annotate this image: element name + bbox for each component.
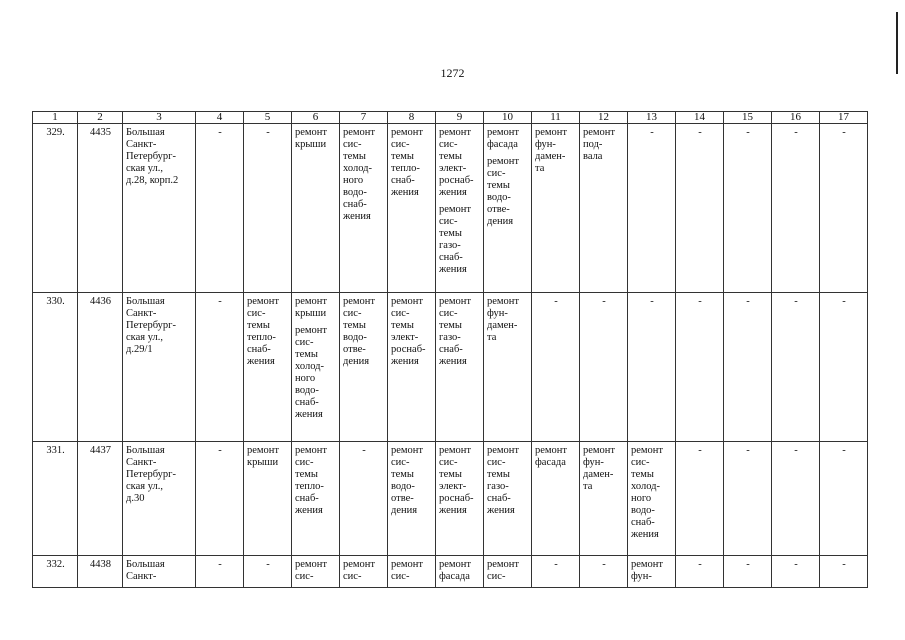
empty-work-cell: -	[820, 124, 868, 293]
column-header: 16	[772, 112, 820, 124]
work-cell: ремонт сис- темы тепло- снаб- жения	[244, 293, 292, 442]
margin-rule	[896, 12, 898, 74]
empty-work-cell: -	[628, 293, 676, 442]
column-header: 6	[292, 112, 340, 124]
page-number: 1272	[440, 66, 465, 80]
work-cell: ремонт сис- темы водо- отве- дения	[388, 442, 436, 556]
empty-work-cell: -	[772, 293, 820, 442]
empty-work-cell: -	[676, 293, 724, 442]
column-header: 4	[196, 112, 244, 124]
empty-work-cell: -	[580, 556, 628, 588]
work-cell: ремонт сис- темы тепло- снаб- жения	[292, 442, 340, 556]
empty-work-cell: -	[244, 556, 292, 588]
empty-work-cell: -	[628, 124, 676, 293]
table-row	[33, 293, 868, 442]
work-cell: ремонт фун- дамен- та	[532, 124, 580, 293]
empty-work-cell: -	[196, 293, 244, 442]
empty-work-cell: -	[340, 442, 388, 556]
column-header: 13	[628, 112, 676, 124]
empty-work-cell: -	[196, 556, 244, 588]
work-cell	[436, 124, 484, 293]
column-header: 14	[676, 112, 724, 124]
work-cell: ремонт фасада	[436, 556, 484, 588]
work-cell: ремонт сис-	[388, 556, 436, 588]
work-cell: ремонт сис-	[292, 556, 340, 588]
work-entry: ремонт крыши	[295, 296, 328, 319]
building-id-cell: 4435	[78, 124, 123, 293]
building-id-cell: 4437	[78, 442, 123, 556]
empty-work-cell: -	[724, 293, 772, 442]
address-cell: Большая Санкт- Петербург- ская ул., д.29/1	[123, 293, 196, 442]
work-cell	[484, 124, 532, 293]
work-cell: ремонт сис- темы элект- роснаб- жения	[388, 293, 436, 442]
empty-work-cell: -	[724, 556, 772, 588]
empty-work-cell: -	[724, 124, 772, 293]
empty-work-cell: -	[196, 442, 244, 556]
work-cell: ремонт сис-	[340, 556, 388, 588]
empty-work-cell: -	[580, 293, 628, 442]
address-cell: Большая Санкт-	[123, 556, 196, 588]
work-cell: ремонт сис- темы газо- снаб- жения	[436, 293, 484, 442]
work-entry: ремонт сис- темы водо- отве- дения	[487, 156, 520, 227]
table-row	[33, 442, 868, 556]
row-number-cell: 331.	[33, 442, 78, 556]
building-id-cell: 4436	[78, 293, 123, 442]
empty-work-cell: -	[820, 556, 868, 588]
empty-work-cell: -	[244, 124, 292, 293]
work-cell: ремонт фасада	[532, 442, 580, 556]
column-header: 5	[244, 112, 292, 124]
column-header: 12	[580, 112, 628, 124]
row-number-cell: 332.	[33, 556, 78, 588]
column-header: 15	[724, 112, 772, 124]
work-entry: ремонт сис- темы газо- снаб- жения	[439, 204, 472, 275]
column-number-row	[33, 112, 868, 124]
work-cell: ремонт фун-	[628, 556, 676, 588]
column-header: 2	[78, 112, 123, 124]
row-number-cell: 330.	[33, 293, 78, 442]
work-entry: ремонт фасада	[487, 127, 520, 150]
column-header: 3	[123, 112, 196, 124]
empty-work-cell: -	[532, 293, 580, 442]
building-id-cell: 4438	[78, 556, 123, 588]
work-cell: ремонт сис- темы газо- снаб- жения	[484, 442, 532, 556]
empty-work-cell: -	[676, 442, 724, 556]
work-cell: ремонт фун- дамен- та	[484, 293, 532, 442]
work-cell: ремонт крыши	[244, 442, 292, 556]
empty-work-cell: -	[772, 124, 820, 293]
empty-work-cell: -	[532, 556, 580, 588]
column-header: 9	[436, 112, 484, 124]
column-header: 7	[340, 112, 388, 124]
work-cell: ремонт сис- темы холод- ного водо- снаб- жения	[628, 442, 676, 556]
work-cell: ремонт сис-	[484, 556, 532, 588]
address-cell: Большая Санкт- Петербург- ская ул., д.28, корп.2	[123, 124, 196, 293]
work-cell: ремонт под- вала	[580, 124, 628, 293]
work-cell: ремонт сис- темы тепло- снаб- жения	[388, 124, 436, 293]
empty-work-cell: -	[724, 442, 772, 556]
empty-work-cell: -	[676, 124, 724, 293]
column-header: 11	[532, 112, 580, 124]
empty-work-cell: -	[196, 124, 244, 293]
work-cell: ремонт сис- темы водо- отве- дения	[340, 293, 388, 442]
empty-work-cell: -	[820, 293, 868, 442]
column-header: 8	[388, 112, 436, 124]
work-entry: ремонт сис- темы элект- роснаб- жения	[439, 127, 474, 198]
work-cell: ремонт фун- дамен- та	[580, 442, 628, 556]
repair-schedule-table	[32, 111, 868, 588]
column-header: 17	[820, 112, 868, 124]
row-number-cell: 329.	[33, 124, 78, 293]
empty-work-cell: -	[676, 556, 724, 588]
work-cell	[292, 293, 340, 442]
work-cell: ремонт крыши	[292, 124, 340, 293]
column-header: 1	[33, 112, 78, 124]
work-cell: ремонт сис- темы холод- ного водо- снаб- жения	[340, 124, 388, 293]
empty-work-cell: -	[772, 556, 820, 588]
empty-work-cell: -	[772, 442, 820, 556]
work-entry: ремонт сис- темы холод- ного водо- снаб- жения	[295, 325, 328, 420]
table-row	[33, 556, 868, 588]
address-cell: Большая Санкт- Петербург- ская ул., д.30	[123, 442, 196, 556]
column-header: 10	[484, 112, 532, 124]
empty-work-cell: -	[820, 442, 868, 556]
work-cell: ремонт сис- темы элект- роснаб- жения	[436, 442, 484, 556]
table-row	[33, 124, 868, 293]
